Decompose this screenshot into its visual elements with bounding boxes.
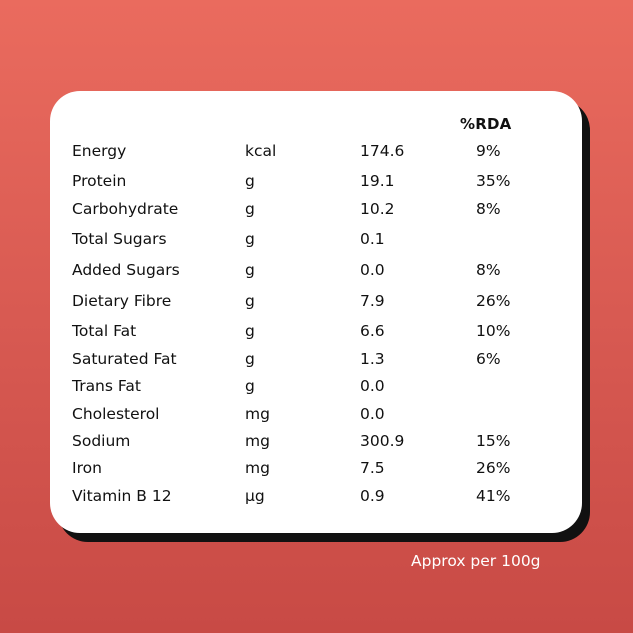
- nutrient-name: Dietary Fibre: [72, 292, 172, 310]
- nutrient-name: Trans Fat: [72, 377, 141, 395]
- nutrient-unit: g: [245, 172, 255, 190]
- table-row: [0, 376, 633, 396]
- nutrient-value: 1.3: [360, 350, 385, 368]
- nutrient-rda: 10%: [476, 322, 511, 340]
- nutrient-name: Added Sugars: [72, 261, 180, 279]
- nutrient-unit: g: [245, 200, 255, 218]
- nutrient-name: Energy: [72, 142, 127, 160]
- nutrient-unit: g: [245, 292, 255, 310]
- nutrient-unit: g: [245, 261, 255, 279]
- table-row: [0, 171, 633, 191]
- nutrient-unit: g: [245, 377, 255, 395]
- nutrient-name: Carbohydrate: [72, 200, 179, 218]
- footer-note: Approx per 100g: [411, 552, 541, 570]
- nutrient-value: 0.0: [360, 405, 385, 423]
- nutrient-value: 174.6: [360, 142, 405, 160]
- nutrient-value: 0.9: [360, 487, 385, 505]
- nutrient-name: Iron: [72, 459, 102, 477]
- table-row: [0, 321, 633, 341]
- nutrient-unit: mg: [245, 405, 270, 423]
- nutrient-value: 19.1: [360, 172, 395, 190]
- table-row: [0, 486, 633, 506]
- nutrient-unit: g: [245, 322, 255, 340]
- nutrient-value: 7.9: [360, 292, 385, 310]
- nutrient-value: 0.0: [360, 377, 385, 395]
- nutrient-value: 6.6: [360, 322, 385, 340]
- nutrient-rda: 41%: [476, 487, 511, 505]
- nutrient-name: Saturated Fat: [72, 350, 177, 368]
- rda-column-header: %RDA: [460, 115, 512, 133]
- nutrient-name: Total Sugars: [72, 230, 167, 248]
- nutrient-name: Vitamin B 12: [72, 487, 172, 505]
- table-row: [0, 229, 633, 249]
- table-row: [0, 404, 633, 424]
- nutrient-unit: mg: [245, 459, 270, 477]
- nutrient-unit: mg: [245, 432, 270, 450]
- table-row: [0, 349, 633, 369]
- nutrient-rda: 15%: [476, 432, 511, 450]
- nutrient-unit: kcal: [245, 142, 277, 160]
- nutrient-name: Total Fat: [72, 322, 137, 340]
- table-row: [0, 458, 633, 478]
- nutrient-rda: 6%: [476, 350, 501, 368]
- nutrient-value: 0.1: [360, 230, 385, 248]
- nutrient-value: 300.9: [360, 432, 405, 450]
- nutrient-rda: 8%: [476, 261, 501, 279]
- table-row: [0, 260, 633, 280]
- nutrient-value: 0.0: [360, 261, 385, 279]
- nutrient-name: Cholesterol: [72, 405, 160, 423]
- nutrient-unit: g: [245, 350, 255, 368]
- nutrient-rda: 9%: [476, 142, 501, 160]
- nutrient-unit: g: [245, 230, 255, 248]
- nutrient-rda: 35%: [476, 172, 511, 190]
- table-row: [0, 291, 633, 311]
- nutrient-value: 10.2: [360, 200, 395, 218]
- table-row: [0, 431, 633, 451]
- nutrient-name: Sodium: [72, 432, 131, 450]
- nutrient-rda: 26%: [476, 459, 511, 477]
- nutrient-value: 7.5: [360, 459, 385, 477]
- table-row: [0, 199, 633, 219]
- table-row: [0, 141, 633, 161]
- nutrient-unit: µg: [245, 487, 265, 505]
- nutrient-name: Protein: [72, 172, 127, 190]
- nutrient-rda: 26%: [476, 292, 511, 310]
- nutrient-rda: 8%: [476, 200, 501, 218]
